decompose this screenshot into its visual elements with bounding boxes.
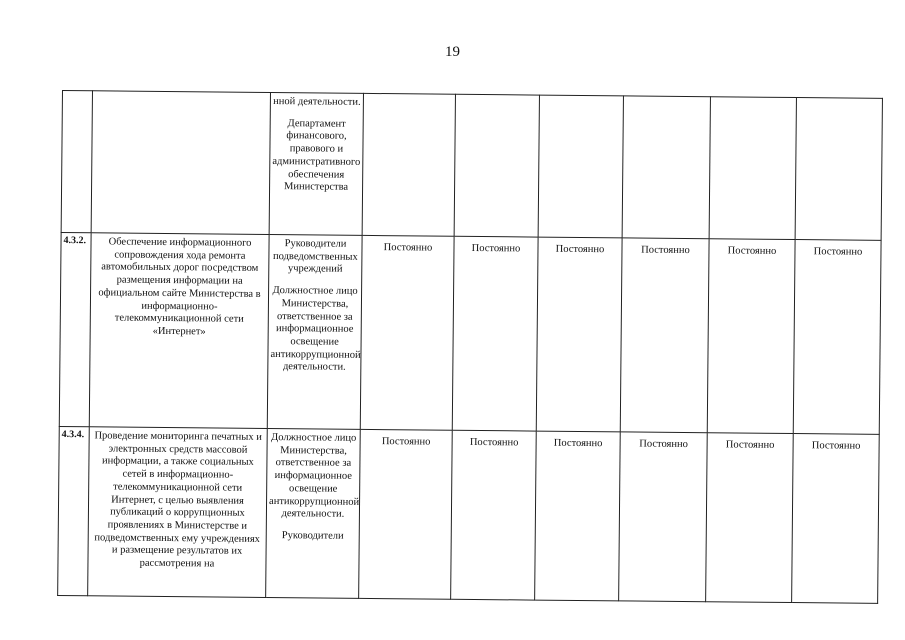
responsible-cell: [266, 428, 361, 598]
page-number: 19: [445, 44, 460, 60]
term-cell: [795, 98, 882, 241]
term-cell: Постоянно: [451, 430, 537, 600]
term-cell: Постоянно: [452, 236, 538, 431]
term-cell: Постоянно: [706, 433, 794, 603]
responsible-entry: Руководители подведомственных учреждений: [273, 238, 358, 276]
row-number: [61, 91, 92, 233]
term-cell: Постоянно: [360, 235, 454, 430]
responsible-cell: [267, 234, 362, 429]
measure-description: [91, 91, 270, 235]
term-cell: [362, 93, 455, 236]
responsible-entry: Должностное лицо Министерства, ответственное за информационное освещение антикоррупционной деятельности.: [269, 432, 360, 520]
measure-description: Обеспечение информационного сопровождения хода ремонта автомобильных дорог посредством размещения информации на официальном сайте Министерства в информационно-телекоммуникационной сети «Интернет»: [89, 233, 269, 429]
term-cell: [454, 94, 539, 237]
table-row: [61, 91, 882, 241]
term-cell: Постоянно: [359, 429, 453, 599]
term-cell: Постоянно: [619, 432, 708, 602]
table-row: [58, 426, 880, 603]
document-table: [57, 90, 882, 610]
term-cell: Постоянно: [792, 434, 880, 604]
term-cell: Постоянно: [620, 238, 709, 433]
term-cell: Постоянно: [793, 240, 881, 435]
responsible-entry: Департамент финансового, правового и административного обеспечения Министерства: [272, 117, 361, 193]
responsible-entry: Должностное лицо Министерства, ответственное за информационное освещение антикоррупционной деятельности.: [270, 285, 361, 374]
row-number: 4.3.4.: [58, 426, 90, 595]
term-cell: [709, 97, 796, 240]
responsible-entry: нной деятельности.: [273, 96, 361, 108]
responsible-entry: Руководители: [281, 530, 344, 542]
term-cell: [622, 96, 710, 239]
term-cell: [538, 95, 623, 238]
measure-description: Проведение мониторинга печатных и электронных средств массовой информации, а также социальных сетей в информационно-телекоммуникационной сети Интернет, с целью выявления публикаций о коррупционных проявлениях в Министерстве и подведомственных ему учреждениях и размещение результатов их рассмотрения на: [88, 427, 268, 598]
responsible-cell: [269, 93, 363, 236]
row-number: 4.3.2.: [59, 232, 91, 426]
table-row: [59, 232, 881, 434]
term-cell: Постоянно: [535, 431, 621, 601]
term-cell: Постоянно: [536, 237, 622, 432]
term-cell: Постоянно: [707, 239, 795, 434]
